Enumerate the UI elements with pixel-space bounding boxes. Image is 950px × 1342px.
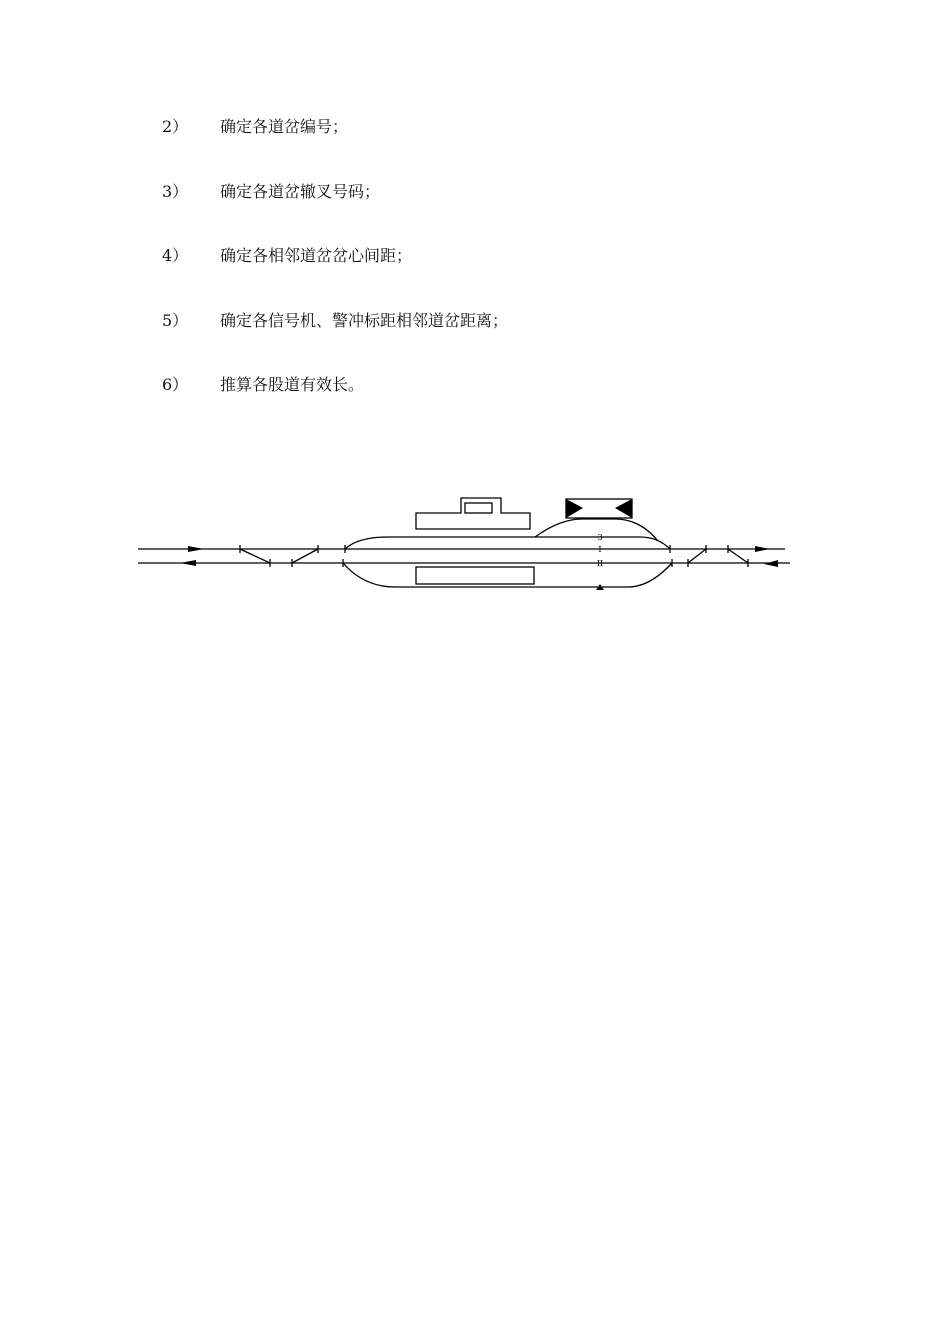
track-label-i: I [598, 545, 602, 554]
step-number: 3） [162, 182, 189, 201]
signal-arrow-icon [755, 546, 770, 552]
signal-arrow-icon [188, 546, 204, 552]
crossover-right-2 [728, 549, 748, 563]
siding-track-3 [345, 537, 670, 549]
step-text: 确定各信号机、警冲标距相邻道岔距离； [220, 311, 509, 330]
step-number: 5） [162, 311, 189, 330]
step-number: 2） [162, 117, 189, 136]
signal-arrow-icon [764, 560, 778, 567]
warehouse-ramp-right-icon [615, 499, 632, 518]
signal-arrow-icon [180, 560, 196, 566]
step-text: 确定各道岔编号； [220, 117, 349, 136]
crossover-left-2 [292, 549, 318, 563]
step-text: 确定各道岔辙叉号码； [220, 182, 381, 201]
crossover-left-1 [240, 549, 270, 563]
step-text: 确定各相邻道岔岔心间距； [220, 246, 413, 265]
station-building-inner [465, 503, 492, 513]
step-number: 4） [162, 246, 189, 265]
track-label-ii: II [596, 559, 604, 568]
step-number: 6） [162, 375, 189, 394]
warehouse-ramp-left-icon [566, 499, 583, 518]
crossover-right-1 [688, 549, 706, 563]
step-text: 推算各股道有效长。 [220, 375, 365, 394]
track-label-3: 3 [597, 533, 603, 542]
platform [416, 567, 534, 584]
